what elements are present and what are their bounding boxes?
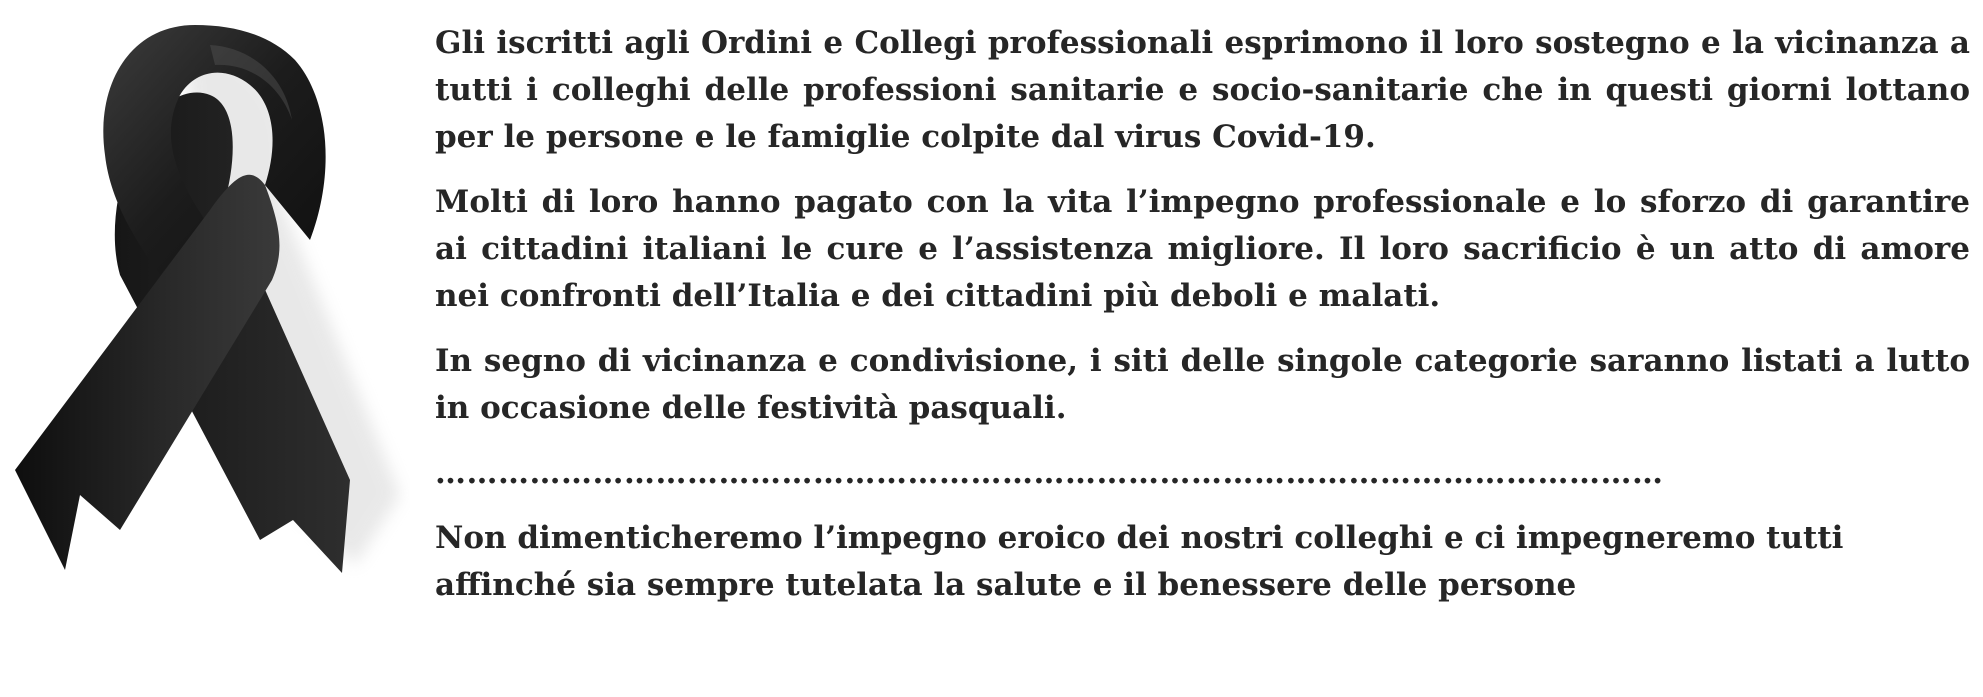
announcement-text [435,20,1970,627]
paragraph-mourning-sites: In segno di vicinanza e condivisione, i siti delle singole categorie saranno listati a lutto in occasione delle festività pasquali. [435,343,1970,426]
dotted-separator: ……………………………………………………………………………………………………… [435,455,1664,491]
paragraph-support: Gli iscritti agli Ordini e Collegi professionali esprimono il loro sostegno e la vicinanza a tutti i colleghi delle professioni sanitarie e socio-sanitarie che in questi giorni lottano per le persone e le famiglie colpite dal virus Covid-19. [435,25,1970,155]
ribbon-icon [10,25,410,590]
mourning-ribbon-image [10,25,410,590]
paragraph-sacrifice: Molti di loro hanno pagato con la vita l’impegno professionale e lo sforzo di garantire ai cittadini italiani le cure e l’assistenza migliore. Il loro sacrificio è un atto di amore nei confronti dell’Italia e dei cittadini più deboli e malati. [435,184,1970,314]
paragraph-closing: Non dimenticheremo l’impegno eroico dei nostri colleghi e ci impegneremo tutti affinché sia sempre tutelata la salute e il benessere delle persone [435,520,1844,603]
